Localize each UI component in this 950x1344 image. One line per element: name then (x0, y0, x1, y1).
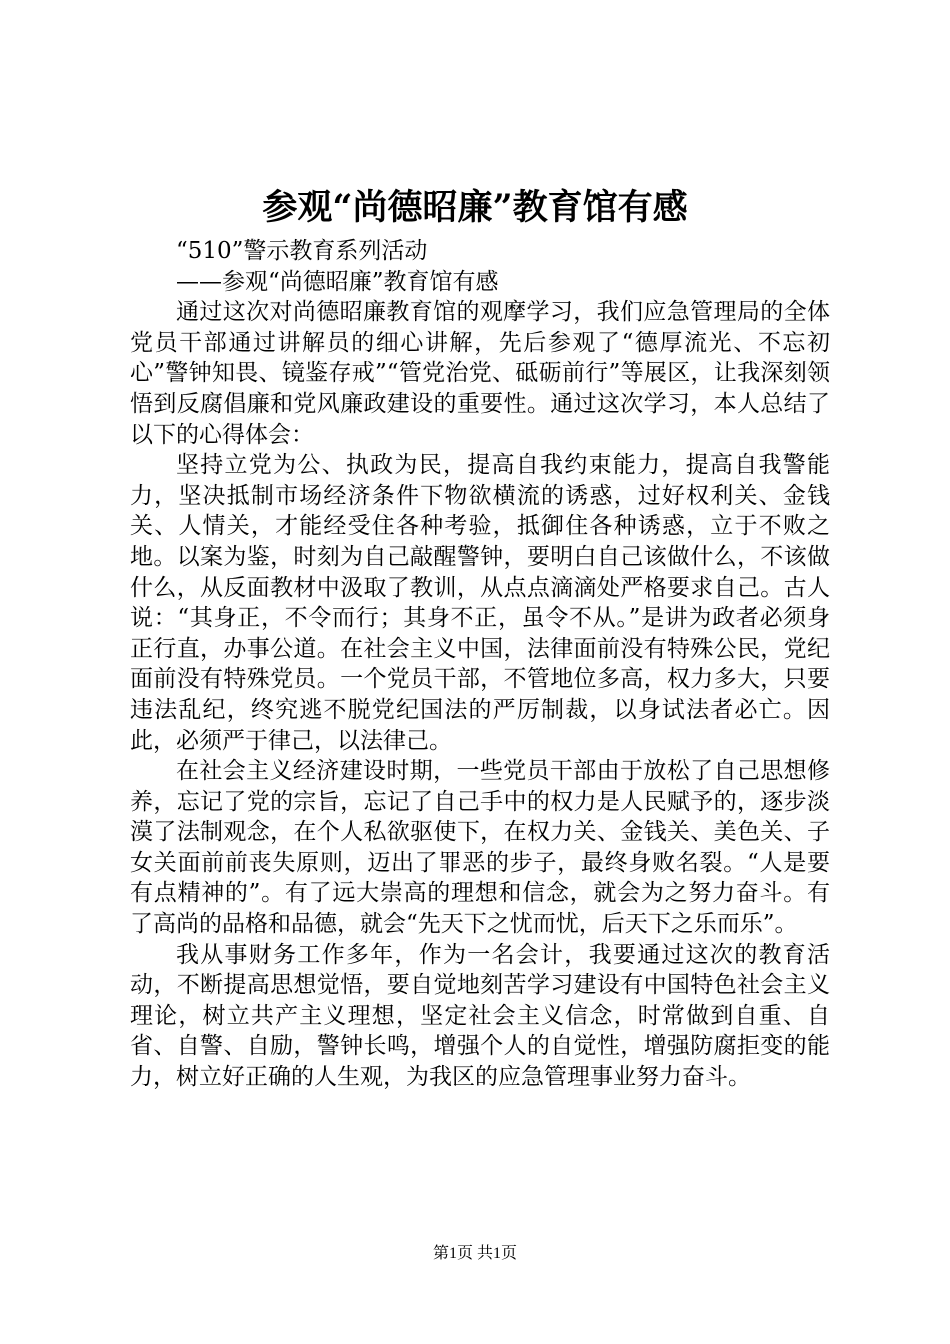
document-title: 参观“尚德昭廉”教育馆有感 (262, 187, 688, 228)
paragraph-4: 我从事财务工作多年，作为一名会计，我要通过这次的教育活动，不断提高思想觉悟，要自觉地刻苦学习建设有中国特色社会主义理论，树立共产主义理想，坚定社会主义信念，时常做到自重、自省、自警、自励，警钟长鸣，增强个人的自觉性，增强防腐拒变的能力，树立好正确的人生观，为我区的应急管理事业努力奋斗。 (130, 941, 830, 1091)
document-body (130, 236, 830, 1093)
subtitle-activity: “510”警示教育系列活动 (176, 238, 428, 264)
paragraph-3: 在社会主义经济建设时期，一些党员干部由于放松了自己思想修养，忘记了党的宗旨，忘记了自己手中的权力是人民赋予的，逐步淡漠了法制观念，在个人私欲驱使下，在权力关、金钱关、美色关、子女关面前前丧失原则，迈出了罪恶的步子，最终身败名裂。“人是要有点精神的”。有了远大崇高的理想和信念，就会为之努力奋斗。有了高尚的品格和品德，就会“先天下之忧而忧，后天下之乐而乐”。 (130, 758, 830, 938)
subtitle-visit: ——参观“尚德昭廉”教育馆有感 (176, 268, 499, 295)
paragraph-2: 坚持立党为公、执政为民，提高自我约束能力，提高自我警能力，坚决抵制市场经济条件下物欲横流的诱惑，过好权利关、金钱关、人情关，才能经受住各种考验，抵御住各种诱惑，立于不败之地。以案为鉴，时刻为自己敲醒警钟，要明白自己该做什么，不该做什么，从反面教材中汲取了教训，从点点滴滴处严格要求自己。古人说：“其身正，不令而行；其身不正，虽令不从。”是讲为政者必须身正行直，办事公道。在社会主义中国，法律面前没有特殊公民，党纪面前没有特殊党员。一个党员干部，不管地位多高，权力多大，只要违法乱纪，终究逃不脱党纪国法的严厉制裁，以身试法者必亡。因此，必须严于律己，以法律己。 (130, 452, 830, 754)
page-footer: 第1页 共1页 (432, 1245, 517, 1262)
paragraph-1: 通过这次对尚德昭廉教育馆的观摩学习，我们应急管理局的全体党员干部通过讲解员的细心讲解，先后参观了“德厚流光、不忘初心”警钟知畏、镜鉴存戒”“管党治党、砥砺前行”等展区，让我深刻领悟到反腐倡廉和党风廉政建设的重要性。通过这次学习，本人总结了以下的心得体会： (130, 299, 830, 448)
